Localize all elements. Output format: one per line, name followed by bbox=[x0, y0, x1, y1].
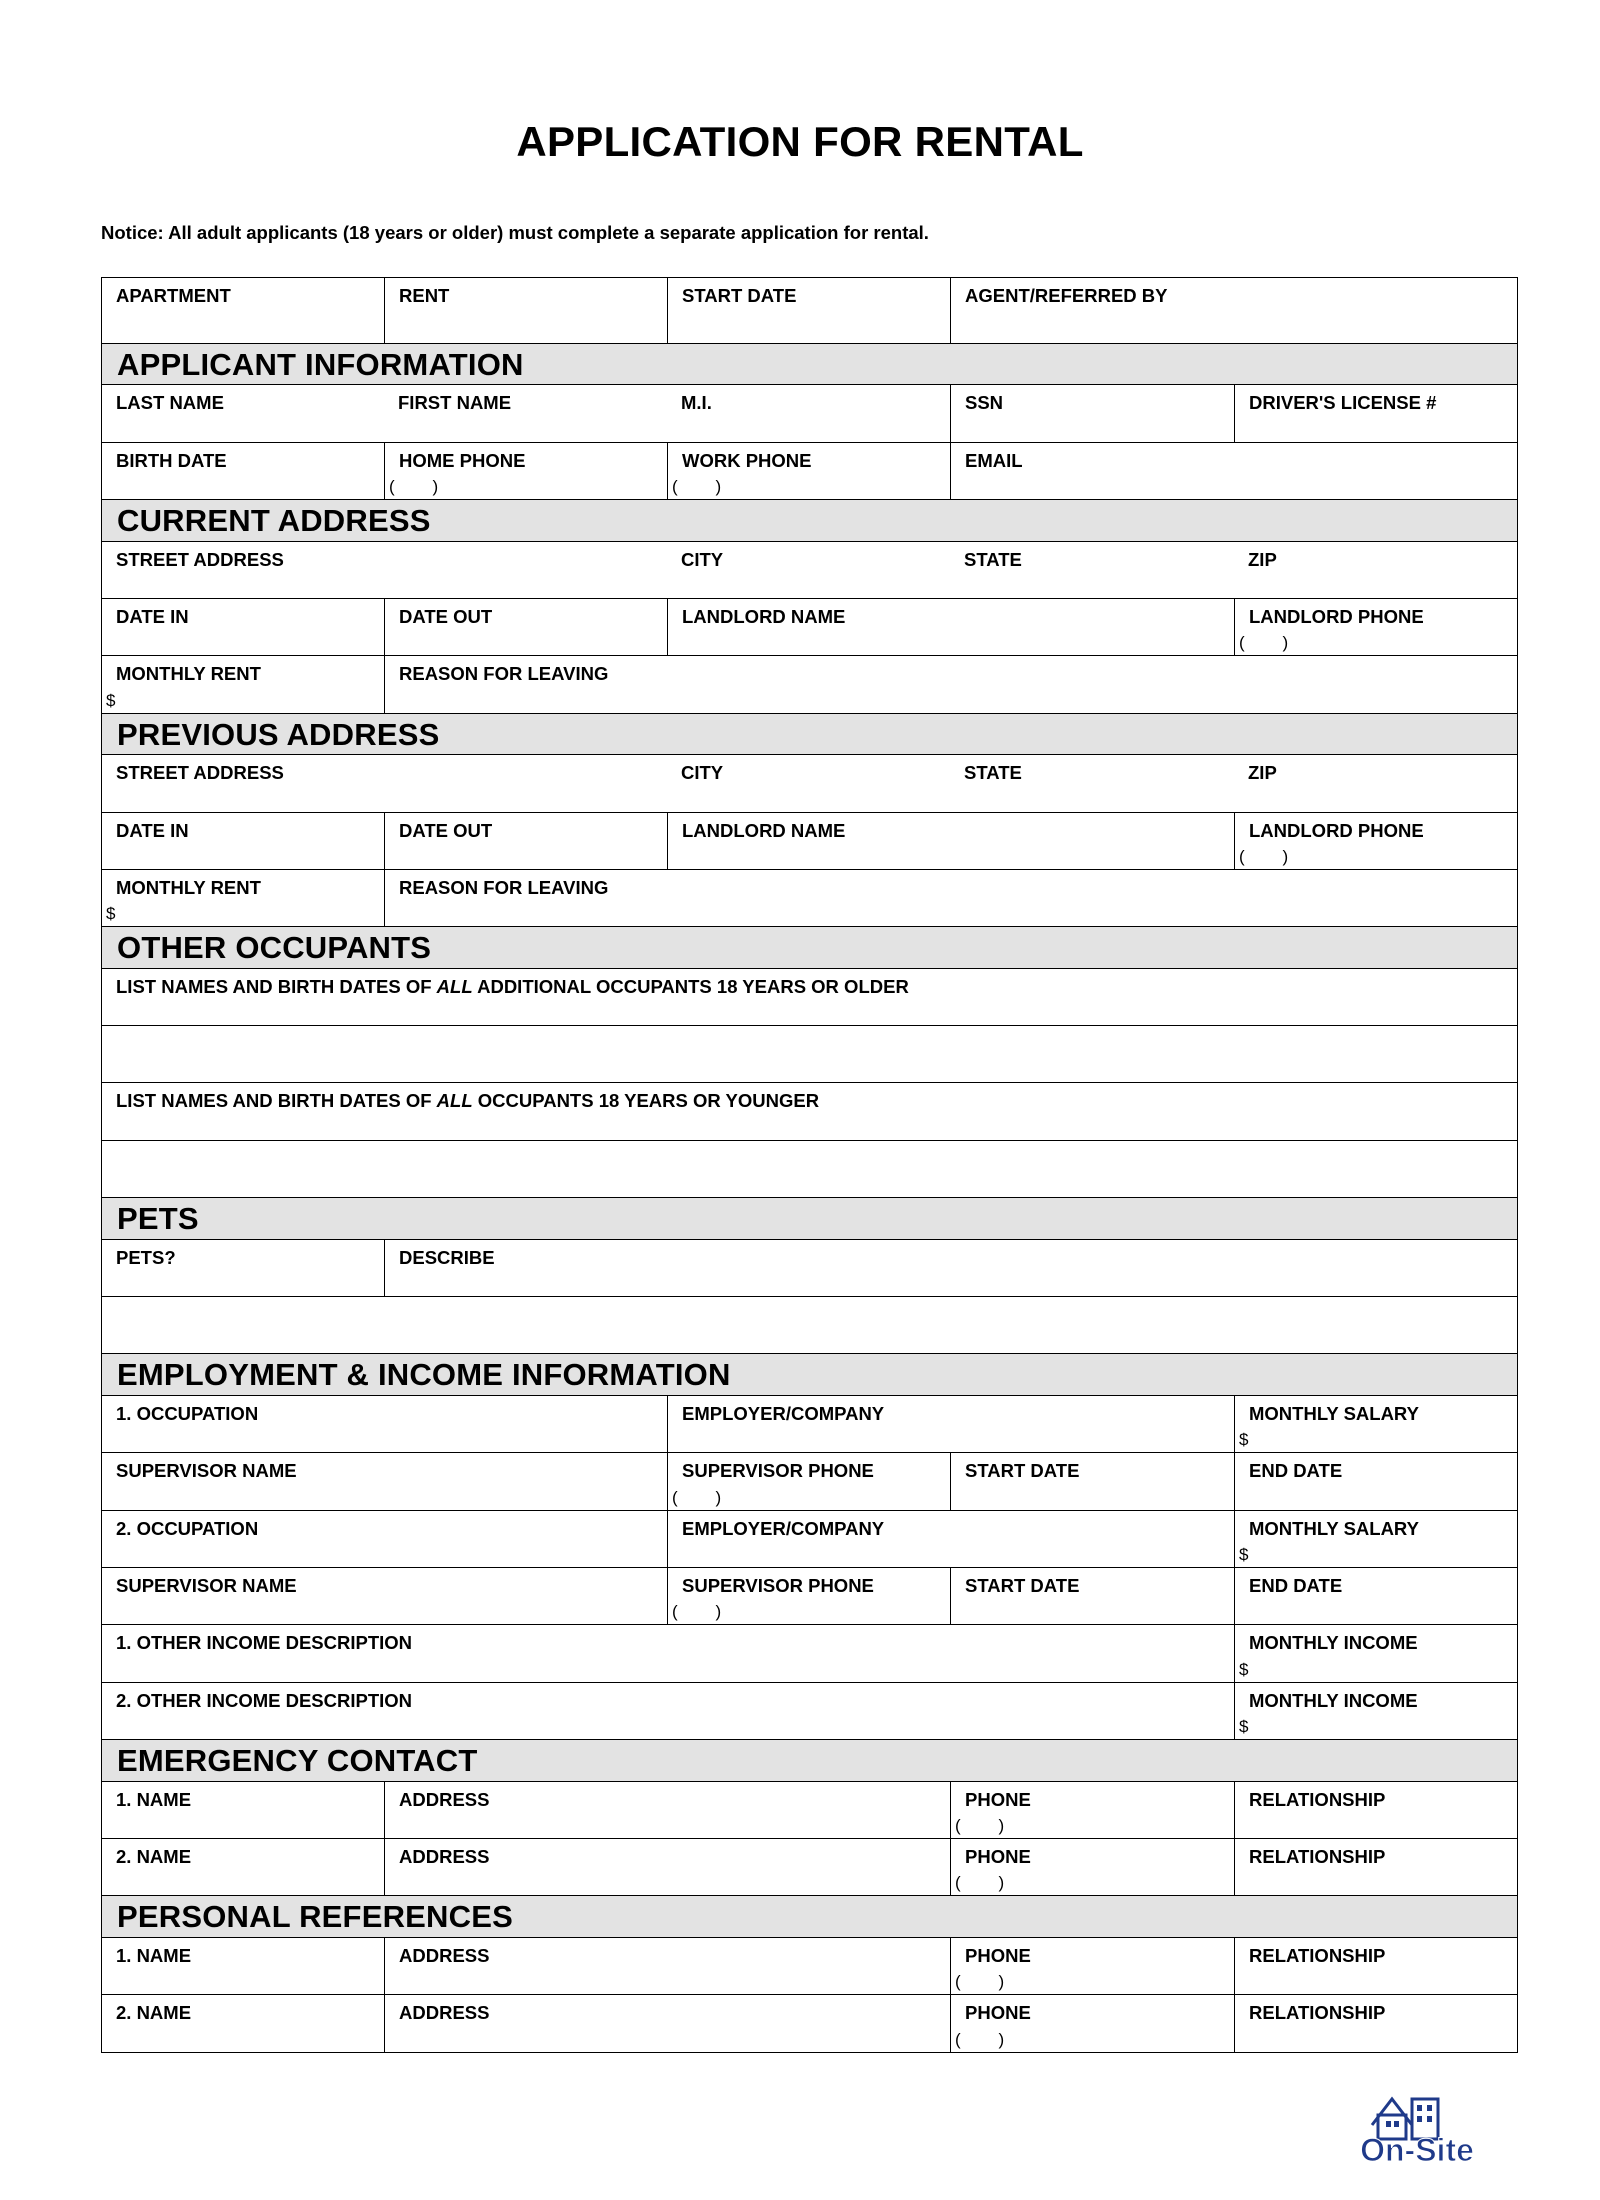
salary2-field[interactable] bbox=[1234, 1511, 1517, 1567]
occupation1-row bbox=[102, 1395, 1517, 1452]
previous-address-section-header bbox=[102, 713, 1517, 754]
occupation1-label: 1. OCCUPATION bbox=[116, 1402, 259, 1424]
other-income2-label: 2. OTHER INCOME DESCRIPTION bbox=[116, 1689, 413, 1711]
current-city-field[interactable] bbox=[667, 542, 950, 598]
minor-occupants-row[interactable] bbox=[102, 1082, 1517, 1139]
references-heading: PERSONAL REFERENCES bbox=[117, 1899, 513, 1935]
state-label: STATE bbox=[964, 762, 1022, 784]
landlord-name-label: LANDLORD NAME bbox=[682, 819, 846, 841]
reference2-row bbox=[102, 1994, 1517, 2051]
references-section-header bbox=[102, 1895, 1517, 1936]
minor-occupants-label: LIST NAMES AND BIRTH DATES OF ALL OCCUPANTS 18 YEARS OR YOUNGER bbox=[116, 1090, 820, 1112]
emergency2-phone-field[interactable] bbox=[950, 1839, 1234, 1895]
landlord-name-label: LANDLORD NAME bbox=[682, 605, 846, 627]
dollar-sign: $ bbox=[1239, 1430, 1249, 1450]
minor-occupants-blank-row[interactable] bbox=[102, 1140, 1517, 1197]
pets-question-field[interactable] bbox=[102, 1240, 384, 1296]
adult-occupants-blank-row[interactable] bbox=[102, 1025, 1517, 1082]
phone-parens: ( ) bbox=[955, 1873, 1005, 1893]
agent-field[interactable] bbox=[950, 278, 1517, 343]
emergency-section-header bbox=[102, 1739, 1517, 1780]
reason-label: REASON FOR LEAVING bbox=[399, 876, 609, 898]
pets-blank-row[interactable] bbox=[102, 1296, 1517, 1353]
applicant-name-row bbox=[102, 384, 1517, 441]
reference1-address-field[interactable] bbox=[384, 1938, 950, 1994]
birth-date-field[interactable] bbox=[102, 443, 384, 499]
salary1-field[interactable] bbox=[1234, 1396, 1517, 1452]
job1-end-date-field[interactable] bbox=[1234, 1453, 1517, 1509]
job2-start-date-field[interactable] bbox=[950, 1568, 1234, 1624]
emergency1-row bbox=[102, 1781, 1517, 1838]
dollar-sign: $ bbox=[1239, 1659, 1249, 1679]
dollar-sign: $ bbox=[106, 690, 116, 710]
emergency2-address-field[interactable] bbox=[384, 1839, 950, 1895]
phone-label: PHONE bbox=[965, 1944, 1031, 1966]
monthly-salary-label: MONTHLY SALARY bbox=[1249, 1402, 1419, 1424]
start-date-label: START DATE bbox=[965, 1460, 1080, 1482]
supervisor2-row bbox=[102, 1567, 1517, 1624]
current-dates-row bbox=[102, 598, 1517, 655]
name2-label: 2. NAME bbox=[116, 1845, 192, 1867]
supervisor2-phone-field[interactable] bbox=[667, 1568, 950, 1624]
city-label: CITY bbox=[681, 762, 724, 784]
date-out-label: DATE OUT bbox=[399, 819, 493, 841]
previous-street-field[interactable] bbox=[102, 755, 667, 811]
reference1-name-field[interactable] bbox=[102, 1938, 384, 1994]
last-name-label: LAST NAME bbox=[116, 392, 224, 414]
reference2-phone-field[interactable] bbox=[950, 1995, 1234, 2051]
supervisor1-name-field[interactable] bbox=[102, 1453, 667, 1509]
previous-city-field[interactable] bbox=[667, 755, 950, 811]
other-income2-row bbox=[102, 1682, 1517, 1739]
employer2-field[interactable] bbox=[667, 1511, 1234, 1567]
supervisor-name-label: SUPERVISOR NAME bbox=[116, 1574, 297, 1596]
phone-parens: ( ) bbox=[955, 2029, 1005, 2049]
phone-parens: ( ) bbox=[955, 1972, 1005, 1992]
work-phone-label: WORK PHONE bbox=[682, 449, 812, 471]
previous-landlord-phone-field[interactable] bbox=[1234, 813, 1517, 869]
mi-field[interactable] bbox=[667, 385, 950, 441]
apartment-field[interactable] bbox=[102, 278, 384, 343]
phone-parens: ( ) bbox=[672, 1602, 722, 1622]
current-street-field[interactable] bbox=[102, 542, 667, 598]
reference1-relationship-field[interactable] bbox=[1234, 1938, 1517, 1994]
on-site-logo bbox=[1350, 2085, 1485, 2165]
phone-parens: ( ) bbox=[1239, 846, 1289, 866]
employment-section-header bbox=[102, 1353, 1517, 1394]
previous-rent-row bbox=[102, 869, 1517, 926]
phone-label: PHONE bbox=[965, 1845, 1031, 1867]
current-address-section-header bbox=[102, 499, 1517, 540]
previous-address-heading: PREVIOUS ADDRESS bbox=[117, 716, 440, 752]
work-phone-field[interactable] bbox=[667, 443, 950, 499]
previous-dates-row bbox=[102, 812, 1517, 869]
home-phone-label: HOME PHONE bbox=[399, 449, 526, 471]
employer1-field[interactable] bbox=[667, 1396, 1234, 1452]
current-address-heading: CURRENT ADDRESS bbox=[117, 503, 431, 539]
pets-heading: PETS bbox=[117, 1201, 199, 1237]
other-income1-field[interactable] bbox=[102, 1625, 1234, 1681]
occupation2-row bbox=[102, 1510, 1517, 1567]
end-date-label: END DATE bbox=[1249, 1574, 1343, 1596]
end-date-label: END DATE bbox=[1249, 1460, 1343, 1482]
phone-parens: ( ) bbox=[672, 1487, 722, 1507]
employer-label: EMPLOYER/COMPANY bbox=[682, 1517, 885, 1539]
relationship-label: RELATIONSHIP bbox=[1249, 2002, 1386, 2024]
emergency2-row bbox=[102, 1838, 1517, 1895]
zip-label: ZIP bbox=[1248, 548, 1277, 570]
phone-label: PHONE bbox=[965, 2002, 1031, 2024]
occupation2-label: 2. OCCUPATION bbox=[116, 1517, 259, 1539]
rental-application-form bbox=[101, 277, 1518, 2053]
emergency1-relationship-field[interactable] bbox=[1234, 1782, 1517, 1838]
reference2-name-field[interactable] bbox=[102, 1995, 384, 2051]
rent-field[interactable] bbox=[384, 278, 667, 343]
previous-zip-field[interactable] bbox=[1234, 755, 1517, 811]
current-rent-row bbox=[102, 655, 1517, 712]
employment-heading: EMPLOYMENT & INCOME INFORMATION bbox=[117, 1357, 731, 1393]
describe-label: DESCRIBE bbox=[399, 1246, 495, 1268]
occupation2-field[interactable] bbox=[102, 1511, 667, 1567]
first-name-field[interactable] bbox=[384, 385, 667, 441]
previous-monthly-rent-field[interactable] bbox=[102, 870, 384, 926]
current-date-out-field[interactable] bbox=[384, 599, 667, 655]
previous-landlord-name-field[interactable] bbox=[667, 813, 1234, 869]
address-label: ADDRESS bbox=[399, 1845, 490, 1867]
adult-occupants-label: LIST NAMES AND BIRTH DATES OF ALL ADDITIONAL OCCUPANTS 18 YEARS OR OLDER bbox=[116, 975, 909, 997]
supervisor-phone-label: SUPERVISOR PHONE bbox=[682, 1460, 874, 1482]
dollar-sign: $ bbox=[1239, 1544, 1249, 1564]
current-landlord-phone-field[interactable] bbox=[1234, 599, 1517, 655]
emergency1-address-field[interactable] bbox=[384, 1782, 950, 1838]
dollar-sign: $ bbox=[106, 904, 116, 924]
monthly-income-label: MONTHLY INCOME bbox=[1249, 1632, 1418, 1654]
email-field[interactable] bbox=[950, 443, 1517, 499]
city-label: CITY bbox=[681, 548, 724, 570]
drivers-license-field[interactable] bbox=[1234, 385, 1517, 441]
reference1-row bbox=[102, 1937, 1517, 1994]
monthly-income1-field[interactable] bbox=[1234, 1625, 1517, 1681]
pets-question-label: PETS? bbox=[116, 1246, 176, 1268]
emergency2-name-field[interactable] bbox=[102, 1839, 384, 1895]
email-label: EMAIL bbox=[965, 449, 1023, 471]
form-title: APPLICATION FOR RENTAL bbox=[516, 118, 1084, 165]
reference1-phone-field[interactable] bbox=[950, 1938, 1234, 1994]
monthly-rent-label: MONTHLY RENT bbox=[116, 663, 261, 685]
reference2-address-field[interactable] bbox=[384, 1995, 950, 2051]
applicant-contact-row bbox=[102, 442, 1517, 499]
notice-text: Notice: All adult applicants (18 years or older) must complete a separate application for rental. bbox=[101, 222, 929, 243]
date-in-label: DATE IN bbox=[116, 819, 189, 841]
current-landlord-name-field[interactable] bbox=[667, 599, 1234, 655]
emergency-heading: EMERGENCY CONTACT bbox=[117, 1743, 478, 1779]
other-income1-label: 1. OTHER INCOME DESCRIPTION bbox=[116, 1632, 413, 1654]
supervisor1-phone-field[interactable] bbox=[667, 1453, 950, 1509]
previous-date-in-field[interactable] bbox=[102, 813, 384, 869]
applicant-section-header bbox=[102, 343, 1517, 384]
current-reason-field[interactable] bbox=[384, 656, 1517, 712]
employer-label: EMPLOYER/COMPANY bbox=[682, 1402, 885, 1424]
applicant-heading: APPLICANT INFORMATION bbox=[117, 347, 524, 382]
monthly-income2-field[interactable] bbox=[1234, 1683, 1517, 1739]
previous-date-out-field[interactable] bbox=[384, 813, 667, 869]
current-street-row bbox=[102, 541, 1517, 598]
supervisor1-row bbox=[102, 1452, 1517, 1509]
previous-street-row bbox=[102, 754, 1517, 811]
name1-label: 1. NAME bbox=[116, 1788, 192, 1810]
current-state-field[interactable] bbox=[950, 542, 1234, 598]
monthly-salary-label: MONTHLY SALARY bbox=[1249, 1517, 1419, 1539]
mi-label: M.I. bbox=[681, 392, 712, 414]
drivers-license-label: DRIVER'S LICENSE # bbox=[1249, 392, 1437, 414]
landlord-phone-label: LANDLORD PHONE bbox=[1249, 605, 1424, 627]
reason-label: REASON FOR LEAVING bbox=[399, 663, 609, 685]
home-phone-field[interactable] bbox=[384, 443, 667, 499]
logo-text: On-Site bbox=[1360, 2132, 1474, 2165]
monthly-rent-label: MONTHLY RENT bbox=[116, 876, 261, 898]
apartment-label: APARTMENT bbox=[116, 285, 231, 306]
last-name-field[interactable] bbox=[102, 385, 384, 441]
phone-parens: ( ) bbox=[1239, 633, 1289, 653]
supervisor-name-label: SUPERVISOR NAME bbox=[116, 1460, 297, 1482]
emergency1-name-field[interactable] bbox=[102, 1782, 384, 1838]
first-name-label: FIRST NAME bbox=[398, 392, 512, 414]
emergency1-phone-field[interactable] bbox=[950, 1782, 1234, 1838]
pets-section-header bbox=[102, 1197, 1517, 1238]
phone-parens: ( ) bbox=[955, 1815, 1005, 1835]
pets-describe-field[interactable] bbox=[384, 1240, 1517, 1296]
occupants-heading: OTHER OCCUPANTS bbox=[117, 930, 432, 966]
job1-start-date-field[interactable] bbox=[950, 1453, 1234, 1509]
emergency2-relationship-field[interactable] bbox=[1234, 1839, 1517, 1895]
phone-parens: ( ) bbox=[672, 477, 722, 497]
ssn-field[interactable] bbox=[950, 385, 1234, 441]
phone-label: PHONE bbox=[965, 1788, 1031, 1810]
zip-label: ZIP bbox=[1248, 762, 1277, 784]
adult-occupants-row[interactable] bbox=[102, 968, 1517, 1025]
monthly-income-label: MONTHLY INCOME bbox=[1249, 1689, 1418, 1711]
rent-label: RENT bbox=[399, 285, 450, 306]
job2-end-date-field[interactable] bbox=[1234, 1568, 1517, 1624]
date-in-label: DATE IN bbox=[116, 605, 189, 627]
street-label: STREET ADDRESS bbox=[116, 548, 284, 570]
other-income2-field[interactable] bbox=[102, 1683, 1234, 1739]
other-income1-row bbox=[102, 1624, 1517, 1681]
occupation1-field[interactable] bbox=[102, 1396, 667, 1452]
current-monthly-rent-field[interactable] bbox=[102, 656, 384, 712]
relationship-label: RELATIONSHIP bbox=[1249, 1845, 1386, 1867]
name1-label: 1. NAME bbox=[116, 1944, 192, 1966]
relationship-label: RELATIONSHIP bbox=[1249, 1788, 1386, 1810]
agent-label: AGENT/REFERRED BY bbox=[965, 285, 1168, 306]
landlord-phone-label: LANDLORD PHONE bbox=[1249, 819, 1424, 841]
address-label: ADDRESS bbox=[399, 1944, 490, 1966]
ssn-label: SSN bbox=[965, 392, 1004, 414]
start-date-label: START DATE bbox=[682, 285, 797, 306]
supervisor2-name-field[interactable] bbox=[102, 1568, 667, 1624]
supervisor-phone-label: SUPERVISOR PHONE bbox=[682, 1574, 874, 1596]
name2-label: 2. NAME bbox=[116, 2002, 192, 2024]
phone-parens: ( ) bbox=[389, 477, 439, 497]
previous-state-field[interactable] bbox=[950, 755, 1234, 811]
street-label: STREET ADDRESS bbox=[116, 762, 284, 784]
start-date-label: START DATE bbox=[965, 1574, 1080, 1596]
birth-date-label: BIRTH DATE bbox=[116, 449, 227, 471]
address-label: ADDRESS bbox=[399, 1788, 490, 1810]
start-date-field[interactable] bbox=[667, 278, 950, 343]
current-date-in-field[interactable] bbox=[102, 599, 384, 655]
previous-reason-field[interactable] bbox=[384, 870, 1517, 926]
date-out-label: DATE OUT bbox=[399, 605, 493, 627]
relationship-label: RELATIONSHIP bbox=[1249, 1944, 1386, 1966]
occupants-section-header bbox=[102, 926, 1517, 967]
current-zip-field[interactable] bbox=[1234, 542, 1517, 598]
property-row bbox=[102, 278, 1517, 343]
address-label: ADDRESS bbox=[399, 2002, 490, 2024]
reference2-relationship-field[interactable] bbox=[1234, 1995, 1517, 2051]
pets-row bbox=[102, 1239, 1517, 1296]
dollar-sign: $ bbox=[1239, 1717, 1249, 1737]
state-label: STATE bbox=[964, 548, 1022, 570]
